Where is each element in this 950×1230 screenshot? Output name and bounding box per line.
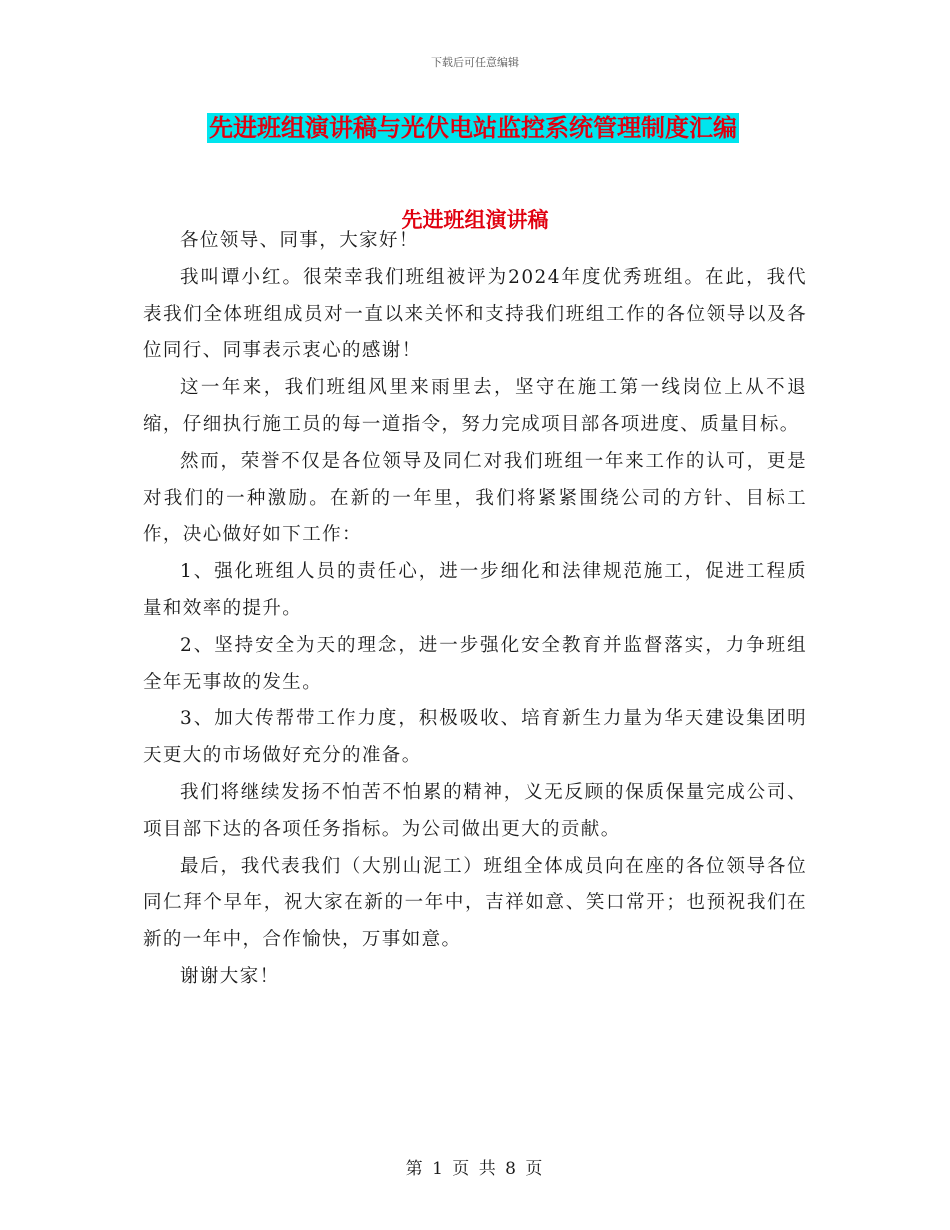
speech-body <box>143 223 807 996</box>
closing-wishes-paragraph: 最后，我代表我们（大别山泥工）班组全体成员向在座的各位领导各位同仁拜个早年，祝大家在新的一年中，吉祥如意、笑口常开；也预祝我们在新的一年中，合作愉快，万事如意。 <box>143 855 807 951</box>
commitment-paragraph: 我们将继续发扬不怕苦不怕累的精神，义无反顾的保质保量完成公司、项目部下达的各项任务指标。为公司做出更大的贡献。 <box>143 781 807 840</box>
document-title: 先进班组演讲稿与光伏电站监控系统管理制度汇编 <box>209 114 737 142</box>
greeting-paragraph: 各位领导、同事，大家好！ <box>180 230 419 251</box>
plan-item-1: 1、强化班组人员的责任心，进一步细化和法律规范施工，促进工程质量和效率的提升。 <box>143 561 807 619</box>
plan-item-3: 3、加大传帮带工作力度，积极吸收、培育新生力量为华天建设集团明天更大的市场做好充分的准备。 <box>143 708 807 767</box>
intro-paragraph: 我叫谭小红。很荣幸我们班组被评为2024年度优秀班组。在此，我代表我们全体班组成员对一直以来关怀和支持我们班组工作的各位领导以及各位同行、同事表示衷心的感谢！ <box>143 266 807 362</box>
thanks-paragraph: 谢谢大家！ <box>180 965 280 987</box>
page-number: 第 1 页 共 8 页 <box>405 1159 545 1179</box>
header-note: 下载后可任意编辑 <box>431 56 519 69</box>
section-title: 先进班组演讲稿 <box>401 208 549 232</box>
year-review-paragraph: 这一年来，我们班组风里来雨里去，坚守在施工第一线岗位上从不退缩，仔细执行施工员的每一道指令，努力完成项目部各项进度、质量目标。 <box>143 377 807 435</box>
plan-intro-paragraph: 然而，荣誉不仅是各位领导及同仁对我们班组一年来工作的认可，更是对我们的一种激励。在新的一年里，我们将紧紧围绕公司的方针、目标工作，决心做好如下工作： <box>143 450 807 546</box>
plan-item-2: 2、坚持安全为天的理念，进一步强化安全教育并监督落实，力争班组全年无事故的发生。 <box>143 634 807 693</box>
